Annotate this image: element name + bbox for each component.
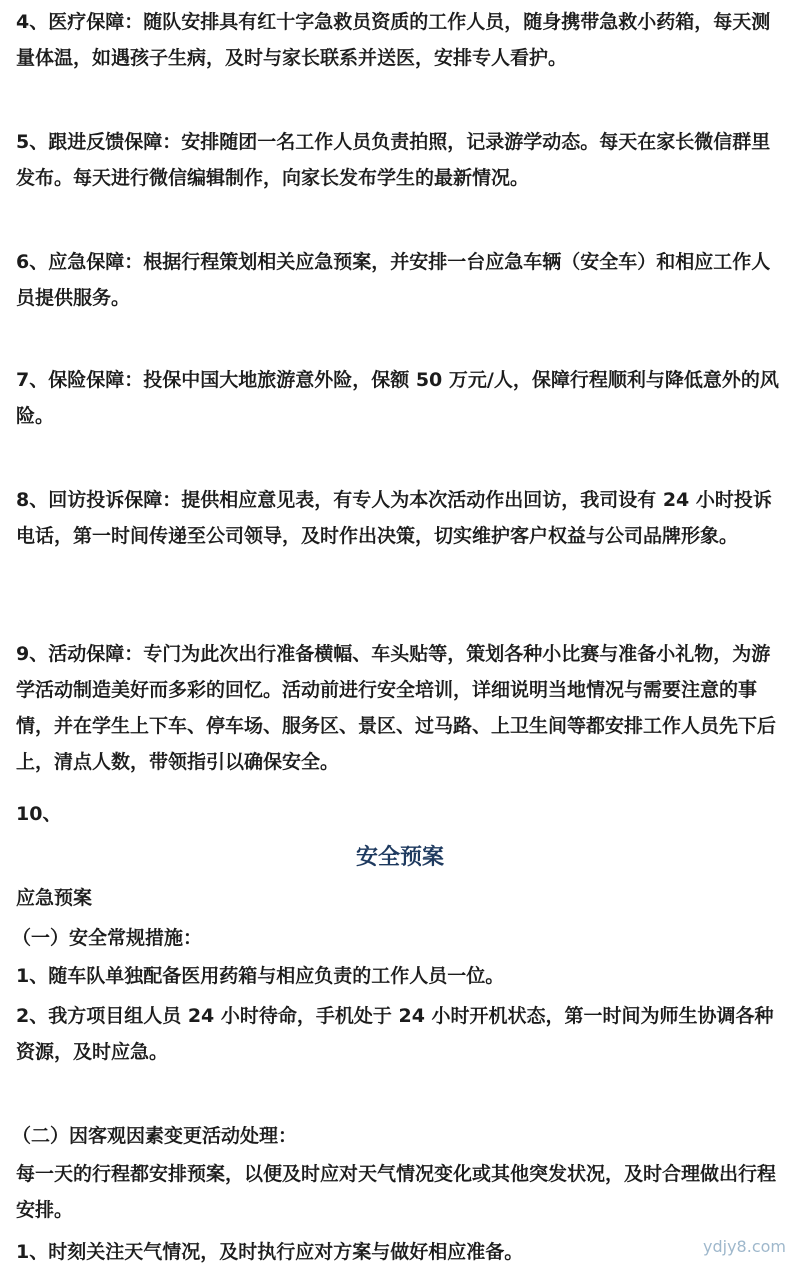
subsection-title-routine: （一）安全常规措施： <box>12 927 203 949</box>
change-item-1: 1、时刻关注天气情况，及时执行应对方案与做好相应准备。 <box>16 1241 524 1263</box>
routine-item-2: 2、我方项目组人员 24 小时待命，手机处于 24 小时开机状态，第一时间为师生协调各种资源，及时应急。 <box>16 1005 774 1063</box>
paragraph-activity-guarantee: 9、活动保障：专门为此次出行准备横幅、车头贴等，策划各种小比赛与准备小礼物，为游学活动制造美好而多彩的回忆。活动前进行安全培训，详细说明当地情况与需要注意的事情，并在学生上下车、停车场、服务区、景区、过马路、上卫生间等都安排工作人员先下后上，清点人数，带领指引以确保安全。 <box>16 643 777 773</box>
section-title: 安全预案 <box>355 845 444 870</box>
routine-item-1: 1、随车队单独配备医用药箱与相应负责的工作人员一位。 <box>16 965 505 987</box>
paragraph-medical-guarantee: 4、医疗保障：随队安排具有红十字急救员资质的工作人员，随身携带急救小药箱，每天测量体温，如遇孩子生病，及时与家长联系并送医，安排专人看护。 <box>16 11 771 69</box>
subsection-title-change: （二）因客观因素变更活动处理： <box>12 1125 298 1147</box>
paragraph-insurance-guarantee: 7、保险保障：投保中国大地旅游意外险，保额 50 万元/人，保障行程顺利与降低意外的风险。 <box>16 369 779 427</box>
paragraph-item-10: 10、 <box>16 803 62 825</box>
change-intro: 每一天的行程都安排预案，以便及时应对天气情况变化或其他突发状况，及时合理做出行程安排。 <box>16 1163 777 1221</box>
watermark: ydjy8.com <box>703 1237 786 1256</box>
paragraph-feedback-guarantee: 5、跟进反馈保障：安排随团一名工作人员负责拍照，记录游学动态。每天在家长微信群里发布。每天进行微信编辑制作，向家长发布学生的最新情况。 <box>16 131 771 189</box>
emergency-plan-label: 应急预案 <box>16 887 93 909</box>
paragraph-complaint-guarantee: 8、回访投诉保障：提供相应意见表，有专人为本次活动作出回访，我司设有 24 小时投诉电话，第一时间传递至公司领导，及时作出决策，切实维护客户权益与公司品牌形象。 <box>16 489 772 547</box>
paragraph-emergency-guarantee: 6、应急保障：根据行程策划相关应急预案，并安排一台应急车辆（安全车）和相应工作人员提供服务。 <box>16 251 771 309</box>
